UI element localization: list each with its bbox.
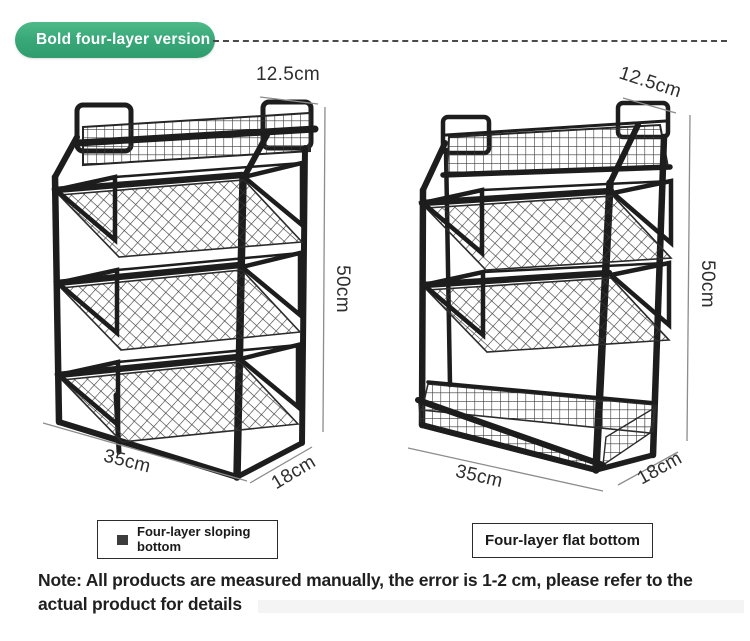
rack-photo-flat-bottom <box>398 95 703 485</box>
caption-flat-bottom: Four-layer flat bottom <box>484 532 640 549</box>
dim-right-depth: 18cm <box>633 447 686 490</box>
version-badge <box>15 22 215 58</box>
dim-left-width: 35cm <box>101 445 153 478</box>
dim-right-height: 50cm <box>697 260 718 308</box>
dim-left-height: 50cm <box>332 265 353 313</box>
caption-sloping-bottom: Four-layer sloping bottom <box>137 523 251 554</box>
dim-left-top-depth: 12.5cm <box>255 64 321 85</box>
square-swatch-icon <box>117 535 128 545</box>
measurement-note: Note: All products are measured manually, the error is 1-2 cm, please refer to the actual product for details <box>38 570 693 615</box>
caption-box-sloping-bottom <box>97 520 278 559</box>
dashed-leader-line <box>213 40 727 42</box>
version-badge-label: Bold four-layer version <box>36 31 211 48</box>
dim-right-width: 35cm <box>453 460 505 493</box>
dim-right-top-depth: 12.5cm <box>616 62 684 103</box>
caption-box-flat-bottom <box>472 523 653 558</box>
rack-photo-sloping-bottom <box>28 95 333 485</box>
dim-left-depth: 18cm <box>267 451 320 494</box>
